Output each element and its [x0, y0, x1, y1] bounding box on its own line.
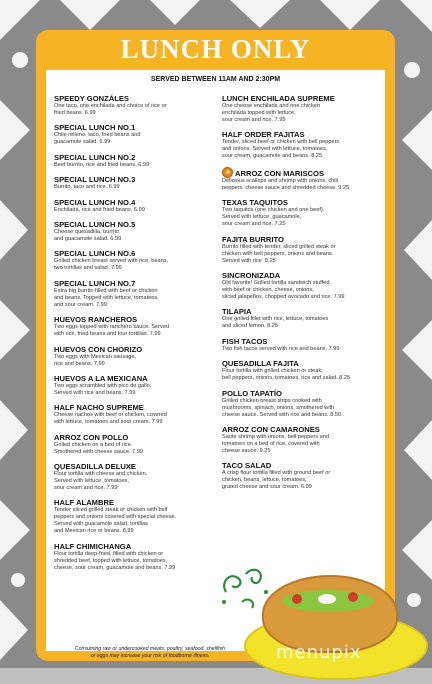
- menu-item-name: [222, 198, 382, 207]
- menu-item-description: Grilled chicken breast strips cooked with mushrooms, spinach, onions, smothered with cheese sauce. Served with rice and beans. 8.50: [222, 397, 342, 418]
- menu-item-name: [54, 220, 214, 229]
- menu-item: [54, 153, 214, 169]
- menu-item-description: Chile relleno, taco, fried beans and guacamole salad. 6.99: [54, 132, 141, 146]
- menu-item-name-text: LUNCH ENCHILADA SUPREME: [222, 94, 335, 103]
- tomato-topping: [292, 594, 302, 604]
- menu-item-name-text: ARROZ CON POLLO: [54, 432, 129, 442]
- menu-item: [54, 198, 214, 214]
- menu-item-name-text: SPECIAL LUNCH NO.2: [54, 152, 136, 162]
- menu-item-name-text: SPECIAL LUNCH NO.6: [54, 249, 136, 259]
- sour-cream-topping: [318, 594, 336, 604]
- menu-item-name-text: HALF ALAMBRE: [54, 498, 115, 508]
- pepper-badge-icon: [222, 167, 233, 178]
- menu-item-description: Old favorite! Grilled tortilla sandwich stuffed with beef or chicken, cheese, onions, sliced jalapeños, chopped avocado and rice. 7.99: [222, 279, 345, 300]
- menu-item-name-text: SPECIAL LUNCH NO.5: [54, 219, 136, 229]
- menu-item: [54, 498, 214, 535]
- menu-item-description: Two eggs with Mexican sausage, rice and beans. 7.99: [54, 353, 137, 367]
- menu-item-description: One taco, one enchilada and choice of rice or fried beans. 6.99: [54, 103, 167, 116]
- menu-item-name: [222, 425, 382, 434]
- menu-item-name: [54, 462, 214, 471]
- menu-item: [54, 175, 214, 191]
- menu-item: [222, 235, 382, 265]
- menu-item-name: [54, 315, 214, 324]
- menu-item-name-text: TILAPIA: [222, 307, 252, 317]
- menu-item-name: [222, 130, 382, 139]
- menu-item-name: [54, 123, 214, 132]
- menu-item: [222, 198, 382, 228]
- menu-item: [54, 279, 214, 309]
- menu-item-description: Two eggs scrambled with pico de gallo. Served with rice and beans. 7.99: [54, 382, 152, 396]
- menu-item-description: Cheese nachos with beef or chicken, covered with lettuce, tomatoes and sour cream. 7.99: [54, 412, 167, 426]
- food-safety-footnote: Consuming raw or undercooked meats, poultry, seafood, shellfish or eggs may increase your risk of foodborne illness.: [74, 646, 226, 659]
- menu-item-name-text: ARROZ CON MARISCOS: [235, 168, 325, 178]
- menu-item-name: [222, 359, 382, 368]
- menu-item-description: Flour tortilla deep-fried, filled with chicken or shredded beef, topped with lettuce, tomatoes, cheese, sour cream, guacamole and beans. 7.99: [54, 550, 176, 571]
- tomato-topping: [348, 592, 358, 602]
- menu-item-name: [222, 307, 382, 316]
- menu-item-name-text: HUEVOS A LA MEXICANA: [54, 373, 148, 383]
- served-hours: SERVED BETWEEN 11AM AND 2:30PM: [150, 76, 281, 83]
- menu-item-name: [54, 433, 214, 442]
- menu-item-name: [222, 235, 382, 244]
- menu-item-description: Flour tortilla with grilled chicken or steak, bell peppers, onions, tomatoes, rice and salad. 8.25: [222, 368, 351, 382]
- menu-item-name-text: HUEVOS RANCHEROS: [54, 315, 138, 325]
- menu-item-name-text: SPECIAL LUNCH NO.3: [54, 175, 136, 185]
- menu-item: [54, 374, 214, 397]
- menu-item-name: [54, 498, 214, 507]
- menu-item: [222, 359, 382, 382]
- menu-item: [222, 425, 382, 455]
- menu-item-description: Tender, sliced beef or chicken with bell peppers and onions. Served with lettuce, tomatoes, sour cream, guacamole and beans. 8.25: [222, 139, 340, 160]
- menu-item: [54, 462, 214, 492]
- menu-item-name-text: TEXAS TAQUITOS: [222, 198, 288, 208]
- menu-item-name: [222, 461, 382, 470]
- menu-item-name: [54, 345, 214, 354]
- menu-item-description: One cheese enchilada and one chicken enchilada topped with lettuce, sour cream and rice. 7.99: [222, 103, 320, 123]
- menu-item-name: [54, 94, 214, 103]
- menu-item-name-text: SPECIAL LUNCH NO.7: [54, 278, 136, 288]
- menu-item-name: [54, 542, 214, 551]
- menu-item-name-text: TACO SALAD: [222, 461, 272, 471]
- menu-item-name-text: SPECIAL LUNCH NO.1: [54, 123, 136, 133]
- watermark: menupix: [276, 642, 362, 663]
- menu-item-name-text: SINCRONIZADA: [222, 270, 281, 280]
- menu-item-description: Grilled chicken breast served with rice, beans, two tortillas and salad. 7.99: [54, 258, 169, 272]
- menu-item-name-text: ARROZ CON CAMARONES: [222, 424, 320, 434]
- menu-item: [222, 130, 382, 160]
- menu-item-name: [54, 374, 214, 383]
- menu-item-name: [54, 198, 214, 207]
- menu-item-name: [54, 249, 214, 258]
- menu-item: [222, 307, 382, 330]
- menu-item: [54, 433, 214, 456]
- menu-item-description: Extra big burrito filled with beef or chicken and beans. Topped with lettuce, tomatoes, and sour cream. 7.99: [54, 287, 159, 308]
- menu-item: [54, 249, 214, 272]
- menu-item: [54, 542, 214, 572]
- menu-item-name: [222, 337, 382, 346]
- menu-column-right: [222, 94, 382, 498]
- menu-item-name: [222, 94, 382, 103]
- menu-item: [54, 220, 214, 243]
- menu-item-name-text: HALF CHIMICHANGA: [54, 541, 132, 551]
- menu-item-description: Delicious scallops and shrimp with onions, chili peppers, cheese sauce and shredded cheese. 9.25: [222, 177, 350, 191]
- menu-item: [222, 337, 382, 353]
- menu-item-description: Burrito, taco and rice. 6.99: [54, 184, 120, 191]
- menu-item-description: Tender sliced grilled steak or chicken with bell peppers and onions covered with special cheese. Served with guacamole salad, tortillas and Mexican rice or beans. 8.99: [54, 507, 177, 535]
- menu-item-name-text: POLLO TAPATÍO: [222, 388, 282, 398]
- menu-item: [54, 403, 214, 426]
- menu-item-name-text: SPECIAL LUNCH NO.4: [54, 197, 136, 207]
- menu-item: [222, 389, 382, 419]
- menu-item-name-text: FAJITA BURRITO: [222, 234, 284, 244]
- menu-item-name-text: HUEVOS CON CHORIZO: [54, 344, 143, 354]
- menu-item-description: Beef burrito, rice and fried beans. 6.99: [54, 161, 150, 168]
- menu-item-description: Two eggs topped with ranchero sauce. Served with rice, fried beans and four tortillas. 7.99: [54, 324, 170, 338]
- menu-item: [54, 315, 214, 338]
- menu-item-description: Cheese quesadilla, burrito and guacamole salad. 6.99: [54, 228, 122, 242]
- menu-item: [54, 345, 214, 368]
- menu-item-name-text: HALF NACHO SUPREME: [54, 403, 144, 413]
- menu-item-description: Saute shrimp with onions, bell peppers and tomatoes on a bed of rice, covered with cheese sauce. 9.25: [222, 433, 329, 454]
- menu-item-name-text: HALF ORDER FAJITAS: [222, 130, 305, 140]
- menu-item: [222, 461, 382, 491]
- menu-item-name-text: FISH TACOS: [222, 336, 268, 346]
- menu-item-name-text: QUESADILLA FAJITA: [222, 359, 299, 369]
- menu-item-name: [222, 271, 382, 280]
- menu-item-name: [222, 167, 382, 178]
- menu-item: [54, 94, 214, 117]
- menu-item-name: [54, 403, 214, 412]
- menu-item-name: [54, 153, 214, 162]
- menu-item-name: [54, 279, 214, 288]
- menu-item-name: [54, 175, 214, 184]
- menu-item-name: [222, 389, 382, 398]
- menu-item-description: Burrito filled with tender, sliced grilled steak or chicken with bell peppers, onions and beans. Served with rice. 8.25: [222, 243, 336, 264]
- menu-item-description: Grilled chicken on a bed of rice. Smothered with cheese sauce. 7.99: [54, 441, 143, 455]
- menu-column-left: [54, 94, 214, 578]
- menu-item: [222, 167, 382, 192]
- menu-item-name-text: SPEEDY GONZÁLES: [54, 94, 129, 103]
- menu-item-description: Flour tortilla with cheese and chicken. Served with lettuce, tomatoes, sour cream and rice. 7.99: [54, 471, 148, 492]
- menu-item-description: Two fish tacos served with rice and beans. 7.99: [222, 345, 340, 352]
- menu-item: [222, 94, 382, 124]
- menu-title: LUNCH ONLY: [120, 34, 311, 64]
- menu-item: [54, 123, 214, 146]
- menu-item-description: One grilled fillet with rice, lettuce, tomatoes and sliced lemon. 8.25: [222, 316, 329, 330]
- menu-item-description: Enchilada, rice and fried beans. 6.99: [54, 206, 145, 213]
- menu-item-description: Two taquitos (one chicken and one beef). Served with lettuce, guacamole, sour cream and rice. 7.25: [222, 207, 325, 228]
- menu-item-name-text: QUESADILLA DELUXE: [54, 462, 136, 472]
- menu-item: [222, 271, 382, 301]
- menu-item-description: A crisp flour tortilla filled with ground beef or chicken, beans, lettuce, tomatoes, grated cheese and sour cream. 6.99: [222, 470, 331, 491]
